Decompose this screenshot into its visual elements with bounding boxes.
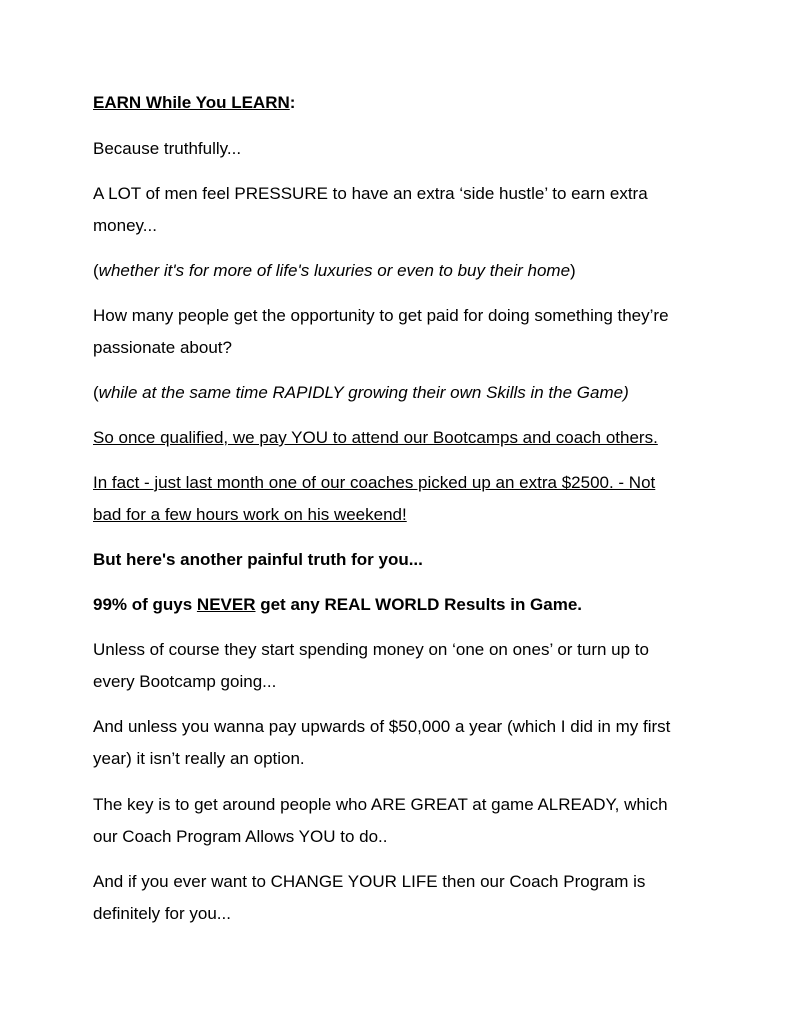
paragraph-3-open: ( <box>93 261 99 280</box>
paragraph-12-line-1: The key is to get around people who ARE GREAT at game ALREADY, which <box>93 795 668 814</box>
heading-colon: : <box>289 93 296 112</box>
paragraph-3-italic: whether it's for more of life's luxuries or even to buy their home <box>98 261 571 280</box>
paragraph-11-line-1: And unless you wanna pay upwards of $50,000 a year (which I did in my first <box>93 717 671 736</box>
paragraph-7-line-1: In fact - just last month one of our coaches picked up an extra $2500. - Not <box>93 473 656 492</box>
paragraph-6: So once qualified, we pay YOU to attend our Bootcamps and coach others. <box>93 428 658 447</box>
paragraph-5-open: ( <box>93 383 99 402</box>
paragraph-10-line-2: every Bootcamp going... <box>93 672 277 691</box>
paragraph-10-line-1: Unless of course they start spending money on ‘one on ones’ or turn up to <box>93 640 649 659</box>
paragraph-13-line-2: definitely for you... <box>93 904 231 923</box>
paragraph-4-line-1: How many people get the opportunity to get paid for doing something they’re <box>93 306 669 325</box>
paragraph-5 <box>93 383 629 403</box>
paragraph-3 <box>93 261 576 281</box>
paragraph-3-close: ) <box>570 261 576 280</box>
paragraph-9-never: NEVER <box>196 595 256 614</box>
paragraph-13-line-1: And if you ever want to CHANGE YOUR LIFE then our Coach Program is <box>93 872 646 891</box>
paragraph-2-line-2: money... <box>93 216 157 235</box>
paragraph-11-line-2: year) it isn’t really an option. <box>93 749 305 768</box>
paragraph-9-a: 99% of guys <box>93 595 197 614</box>
paragraph-9-c: get any REAL WORLD Results in Game. <box>255 595 583 614</box>
paragraph-5-italic: while at the same time RAPIDLY growing their own Skills in the Game) <box>98 383 629 402</box>
paragraph-4-line-2: passionate about? <box>93 338 232 357</box>
heading <box>93 93 295 113</box>
heading-text: EARN While You LEARN <box>93 93 290 112</box>
paragraph-12-line-2: our Coach Program Allows YOU to do.. <box>93 827 388 846</box>
paragraph-9 <box>93 595 582 615</box>
paragraph-8: But here's another painful truth for you... <box>93 550 423 569</box>
paragraph-7-line-2: bad for a few hours work on his weekend! <box>93 505 407 524</box>
paragraph-2-line-1: A LOT of men feel PRESSURE to have an extra ‘side hustle’ to earn extra <box>93 184 648 203</box>
paragraph-1: Because truthfully... <box>93 139 242 158</box>
